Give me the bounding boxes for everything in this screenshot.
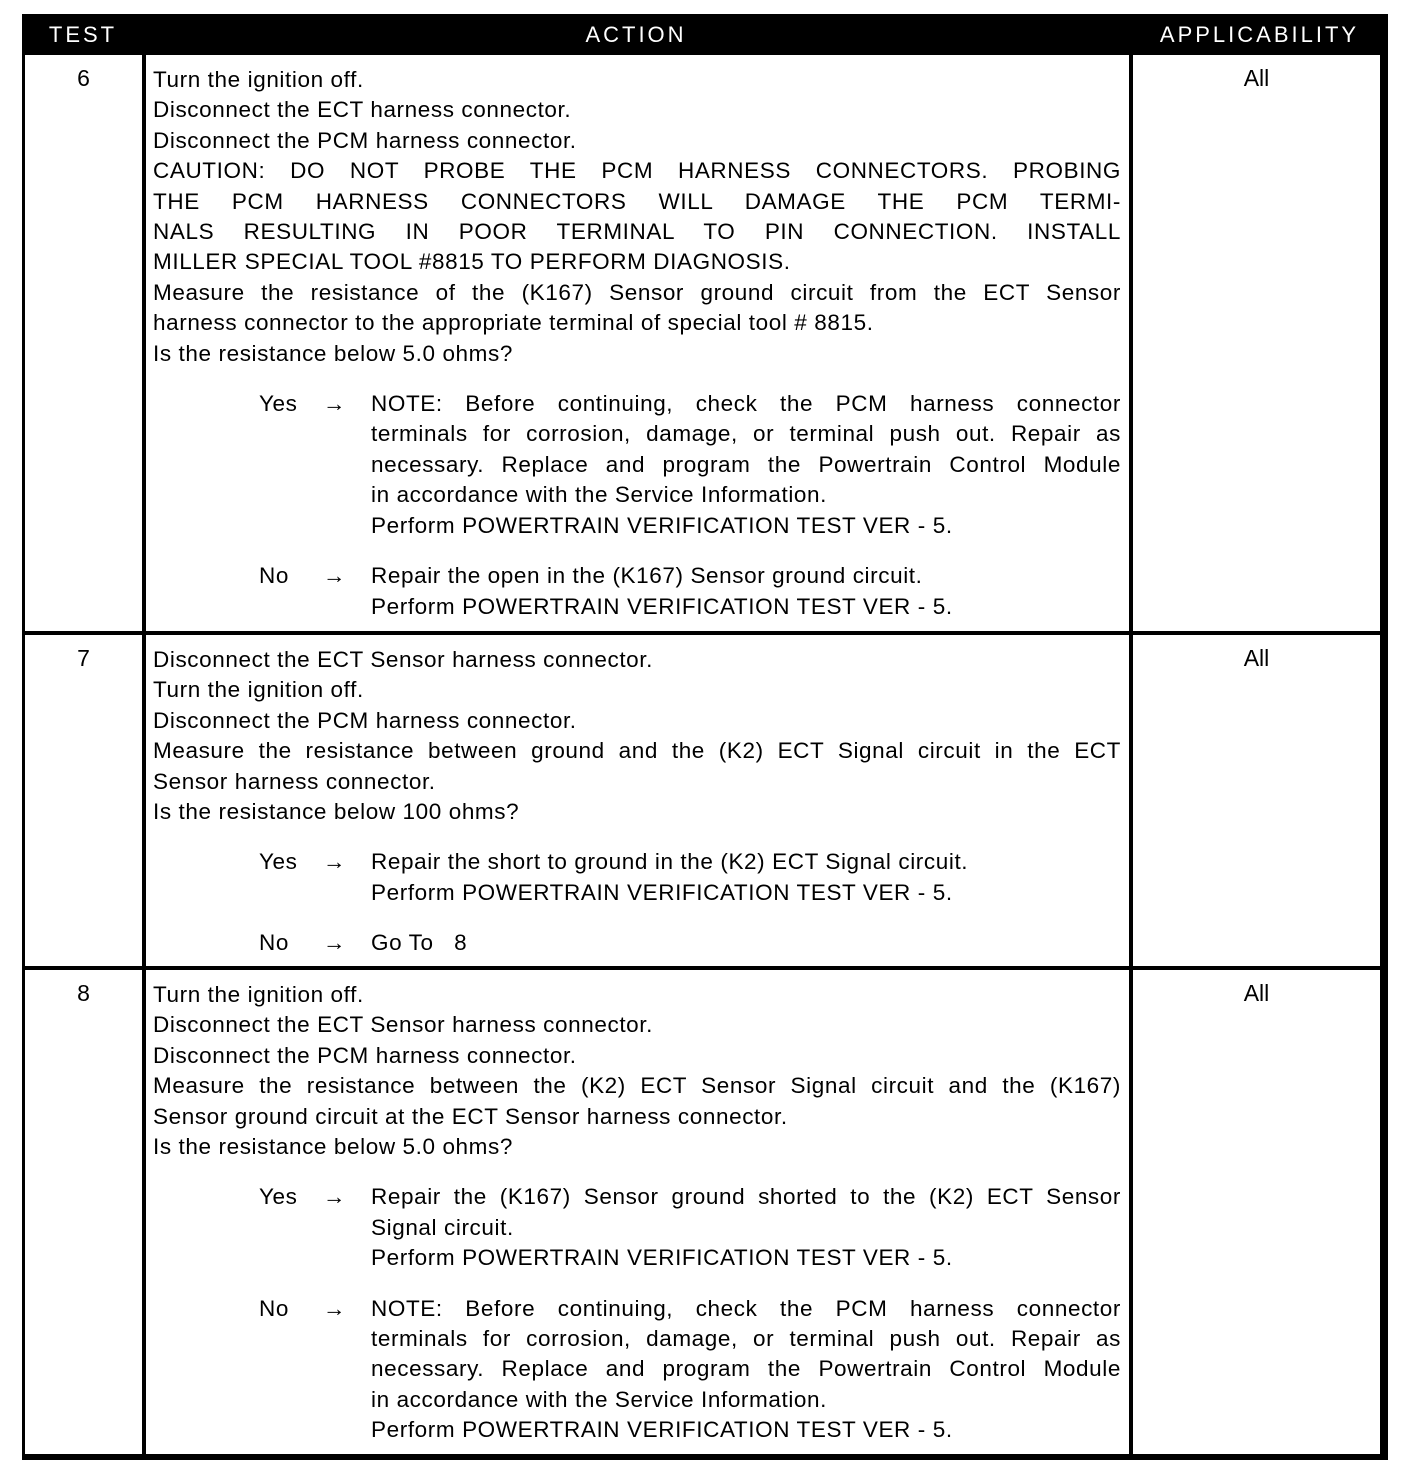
- arrow-right-icon: →: [323, 930, 347, 956]
- row-6-yes-line-5: Perform POWERTRAIN VERIFICATION TEST VER - 5.: [371, 512, 953, 538]
- row-7-measure-1: Measure the resistance between ground and the (K2) ECT Signal circuit in the ECT: [153, 738, 1121, 764]
- row-8-no-line-1: NOTE: Before continuing, check the PCM harness connector: [371, 1295, 1121, 1321]
- row-8-measure-2: Sensor ground circuit at the ECT Sensor harness connector.: [153, 1103, 788, 1129]
- row-6-step-3: Disconnect the PCM harness connector.: [153, 127, 577, 153]
- arrow-right-icon: →: [323, 1184, 347, 1210]
- row-7-no-branch: [153, 928, 1121, 958]
- row-6-measure-2: harness connector to the appropriate terminal of special tool # 8815.: [153, 310, 874, 336]
- row-6-no-line-2: Perform POWERTRAIN VERIFICATION TEST VER - 5.: [371, 593, 953, 619]
- row-6-yes-line-3: necessary. Replace and program the Powertrain Control Module: [371, 451, 1121, 477]
- row-6-caution-1: CAUTION: DO NOT PROBE THE PCM HARNESS CONNECTORS. PROBING: [153, 158, 1121, 184]
- yes-label: Yes: [259, 849, 298, 875]
- row-6-no-line-1: Repair the open in the (K167) Sensor ground circuit.: [371, 563, 923, 589]
- arrow-right-icon: →: [323, 1295, 347, 1321]
- row-7-yes-branch: [153, 847, 1121, 908]
- header-action: ACTION: [585, 22, 687, 47]
- header-test: TEST: [48, 22, 118, 47]
- yes-label: Yes: [259, 1184, 298, 1210]
- row-7-test-number: 7: [25, 635, 142, 966]
- table-header: [22, 14, 1388, 55]
- row-7-step-2: Turn the ignition off.: [153, 677, 364, 703]
- no-label: No: [259, 563, 289, 589]
- row-7-yes-line-2: Perform POWERTRAIN VERIFICATION TEST VER - 5.: [371, 879, 953, 905]
- row-6-yes-line-2: terminals for corrosion, damage, or terminal push out. Repair as: [371, 421, 1121, 447]
- header-applicability: APPLICABILITY: [1159, 22, 1360, 47]
- row-7-no-line-1: Go To 8: [371, 930, 468, 956]
- row-8-step-3: Disconnect the PCM harness connector.: [153, 1042, 577, 1068]
- row-7-question: Is the resistance below 100 ohms?: [153, 799, 520, 825]
- row-6-measure-1: Measure the resistance of the (K167) Sensor ground circuit from the ECT Sensor: [153, 279, 1121, 305]
- row-8-applicability: All: [1133, 970, 1380, 1454]
- row-7-step-1: Disconnect the ECT Sensor harness connector.: [153, 647, 653, 672]
- arrow-right-icon: →: [323, 391, 347, 417]
- row-6-step-2: Disconnect the ECT harness connector.: [153, 97, 572, 123]
- row-8-question: Is the resistance below 5.0 ohms?: [153, 1134, 513, 1160]
- row-8-yes-line-3: Perform POWERTRAIN VERIFICATION TEST VER - 5.: [371, 1245, 953, 1271]
- row-6-caution-4: MILLER SPECIAL TOOL #8815 TO PERFORM DIAGNOSIS.: [153, 249, 791, 275]
- row-6-caution-3: NALS RESULTING IN POOR TERMINAL TO PIN CONNECTION. INSTALL: [153, 219, 1121, 245]
- row-8-no-branch: [153, 1294, 1121, 1446]
- arrow-right-icon: →: [323, 563, 347, 589]
- diagnostic-table: [22, 14, 1388, 1460]
- row-7-yes-line-1: Repair the short to ground in the (K2) ECT Signal circuit.: [371, 849, 969, 875]
- row-8-no-line-5: Perform POWERTRAIN VERIFICATION TEST VER - 5.: [371, 1417, 953, 1443]
- row-6-applicability: All: [1133, 55, 1380, 631]
- row-8-no-line-3: necessary. Replace and program the Powertrain Control Module: [371, 1356, 1121, 1382]
- row-6-test-number: 6: [25, 55, 142, 631]
- yes-label: Yes: [259, 391, 298, 417]
- row-6-yes-line-1: NOTE: Before continuing, check the PCM harness connector: [371, 391, 1121, 417]
- arrow-right-icon: →: [323, 849, 347, 875]
- no-label: No: [259, 1295, 289, 1321]
- row-7-applicability: All: [1133, 635, 1380, 966]
- row-8-yes-line-1: Repair the (K167) Sensor ground shorted to the (K2) ECT Sensor: [371, 1184, 1121, 1210]
- row-8-yes-line-2: Signal circuit.: [371, 1214, 514, 1240]
- row-6-question: Is the resistance below 5.0 ohms?: [153, 340, 513, 366]
- row-7-action: [146, 635, 1129, 966]
- row-6-no-branch: [153, 561, 1121, 622]
- row-8-step-2: Disconnect the ECT Sensor harness connector.: [153, 1012, 653, 1038]
- row-7-measure-2: Sensor harness connector.: [153, 768, 436, 794]
- row-8-no-line-2: terminals for corrosion, damage, or terminal push out. Repair as: [371, 1326, 1121, 1352]
- no-label: No: [259, 930, 289, 956]
- row-8-step-1: Turn the ignition off.: [153, 982, 364, 1007]
- row-6-action: [146, 55, 1129, 631]
- row-8-yes-branch: [153, 1182, 1121, 1273]
- row-8-no-line-4: in accordance with the Service Information.: [371, 1386, 828, 1412]
- row-8-action: [146, 970, 1129, 1454]
- row-8-test-number: 8: [25, 970, 142, 1454]
- row-6-yes-branch: [153, 389, 1121, 541]
- row-8-measure-1: Measure the resistance between the (K2) ECT Sensor Signal circuit and the (K167): [153, 1073, 1121, 1099]
- row-6-step-1: Turn the ignition off.: [153, 67, 364, 92]
- row-7-step-3: Disconnect the PCM harness connector.: [153, 707, 577, 733]
- row-6-yes-line-4: in accordance with the Service Information.: [371, 482, 828, 508]
- row-6-caution-2: THE PCM HARNESS CONNECTORS WILL DAMAGE THE PCM TERMI-: [153, 188, 1121, 214]
